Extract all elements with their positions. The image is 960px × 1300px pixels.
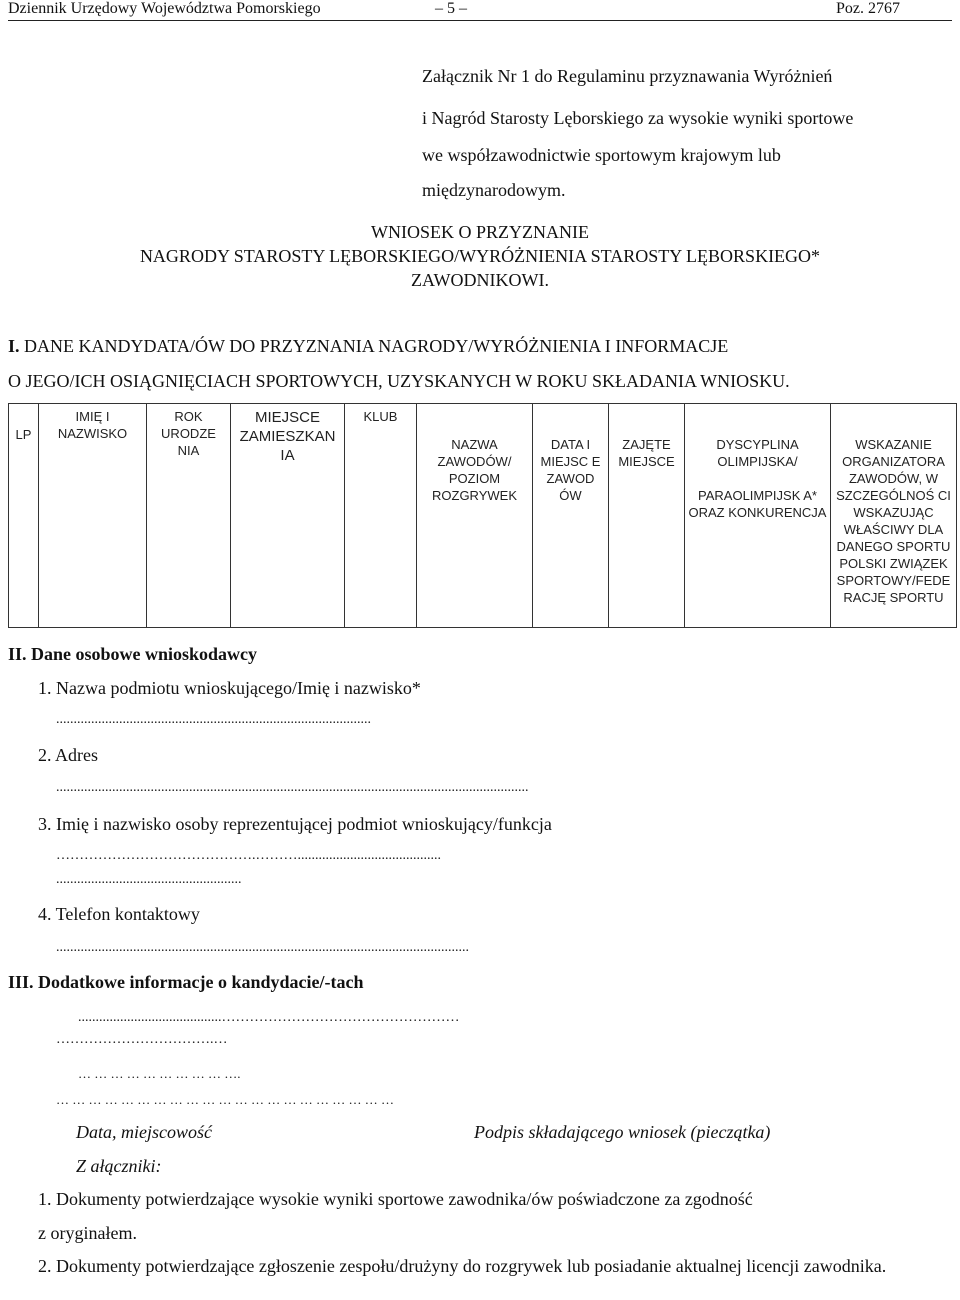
address-label: 2. Adres bbox=[38, 745, 98, 765]
signature-label: Podpis składającego wniosek (pieczątka) bbox=[474, 1122, 771, 1142]
additional-info-field-3[interactable]: … … … … … … … … … …. bbox=[78, 1066, 241, 1081]
annex-line-2: i Nagród Starosty Lęborskiego za wysokie wyniki sportowe bbox=[422, 108, 854, 128]
table-header-row bbox=[9, 404, 957, 628]
col-club: KLUB bbox=[345, 404, 417, 628]
col-residence: MIEJSCE ZAMIESZKAN IA bbox=[231, 404, 345, 628]
header-journal-title: Dziennik Urzędowy Województwa Pomorskiego bbox=[8, 0, 321, 17]
annex-line-4: międzynarodowym. bbox=[422, 180, 566, 200]
section-2-heading: II. Dane osobowe wnioskodawcy bbox=[8, 644, 258, 664]
attachment-item-1-line-2: z oryginałem. bbox=[38, 1223, 137, 1243]
additional-info-field-2[interactable]: …………………………….… bbox=[56, 1032, 228, 1047]
representative-label: 3. Imię i nazwisko osoby reprezentującej podmiot wnioskujący/funkcja bbox=[38, 814, 552, 834]
section-1-heading-text: DANE KANDYDATA/ÓW DO PRZYZNANIA NAGRODY/WYRÓŻNIENIA I INFORMACJE bbox=[19, 336, 729, 356]
header-page-number: – 5 – bbox=[435, 0, 467, 17]
additional-info-field-4[interactable]: … … … … … … … … … … … … … … … … … … … … … bbox=[56, 1092, 394, 1107]
header-position: Poz. 2767 bbox=[836, 0, 900, 17]
col-birth-year: ROK URODZE NIA bbox=[147, 404, 231, 628]
section-1-number: I. bbox=[8, 336, 20, 356]
annex-line-1: Załącznik Nr 1 do Regulaminu przyznawania Wyróżnień bbox=[422, 66, 833, 86]
representative-field-2[interactable]: ..................................................... bbox=[56, 872, 242, 887]
header-divider bbox=[8, 20, 952, 21]
col-date-place: DATA I MIEJSC E ZAWOD ÓW bbox=[533, 404, 609, 628]
col-lp: LP bbox=[9, 404, 39, 628]
phone-label: 4. Telefon kontaktowy bbox=[38, 904, 200, 924]
additional-info-field-1[interactable]: .........................................…………………………………………… bbox=[78, 1010, 460, 1025]
attachments-label: Z ałączniki: bbox=[76, 1156, 162, 1176]
col-rank: ZAJĘTE MIEJSCE bbox=[609, 404, 685, 628]
section-1-line-2: O JEGO/ICH OSIĄGNIĘCIACH SPORTOWYCH, UZYSKANYCH W ROKU SKŁADANIA WNIOSKU. bbox=[8, 371, 790, 391]
title-line-2: NAGRODY STAROSTY LĘBORSKIEGO/WYRÓŻNIENIA STAROSTY LĘBORSKIEGO* bbox=[139, 246, 821, 266]
section-1-line-1 bbox=[8, 336, 728, 357]
col-discipline-line-1: DYSCYPLINA OLIMPIJSKA/ bbox=[716, 437, 799, 469]
date-place-label: Data, miejscowość bbox=[76, 1122, 212, 1142]
attachment-item-1-line-1: 1. Dokumenty potwierdzające wysokie wyniki sportowe zawodnika/ów poświadczone za zgodność bbox=[38, 1189, 753, 1209]
col-discipline-line-2: PARAOLIMPIJSK A* ORAZ KONKURENCJA bbox=[688, 488, 827, 520]
section-3-heading: III. Dodatkowe informacje o kandydacie/-tach bbox=[8, 972, 364, 992]
phone-field[interactable]: ...................................................................................................................... bbox=[56, 940, 469, 955]
attachment-item-2: 2. Dokumenty potwierdzające zgłoszenie zespołu/drużyny do rozgrywek lub posiadanie aktualnej licencji zawodnika. bbox=[38, 1256, 887, 1276]
applicant-name-field[interactable]: .......................................................................................... bbox=[56, 712, 371, 727]
title-line-3: ZAWODNIKOWI. bbox=[410, 270, 549, 290]
annex-line-3: we współzawodnictwie sportowym krajowym lub bbox=[422, 145, 781, 165]
address-field[interactable]: ....................................................................................................................................... bbox=[56, 780, 529, 795]
candidates-table bbox=[8, 403, 957, 628]
col-organizer: WSKAZANIE ORGANIZATORA ZAWODÓW, W SZCZEGÓLNOŚ CI WSKAZUJĄC WŁAŚCIWY DLA DANEGO SPORTU POLSKI ZWIĄZEK SPORTOWY/FEDE RACJĘ SPORTU bbox=[831, 404, 957, 628]
col-discipline bbox=[685, 404, 831, 628]
title-line-1: WNIOSEK O PRZYZNANIE bbox=[371, 222, 589, 242]
col-competition: NAZWA ZAWODÓW/ POZIOM ROZGRYWEK bbox=[417, 404, 533, 628]
representative-field-1[interactable]: …………………………………….………......................................... bbox=[56, 848, 441, 863]
col-name: IMIĘ I NAZWISKO bbox=[39, 404, 147, 628]
applicant-name-label: 1. Nazwa podmiotu wnioskującego/Imię i nazwisko* bbox=[38, 678, 421, 698]
